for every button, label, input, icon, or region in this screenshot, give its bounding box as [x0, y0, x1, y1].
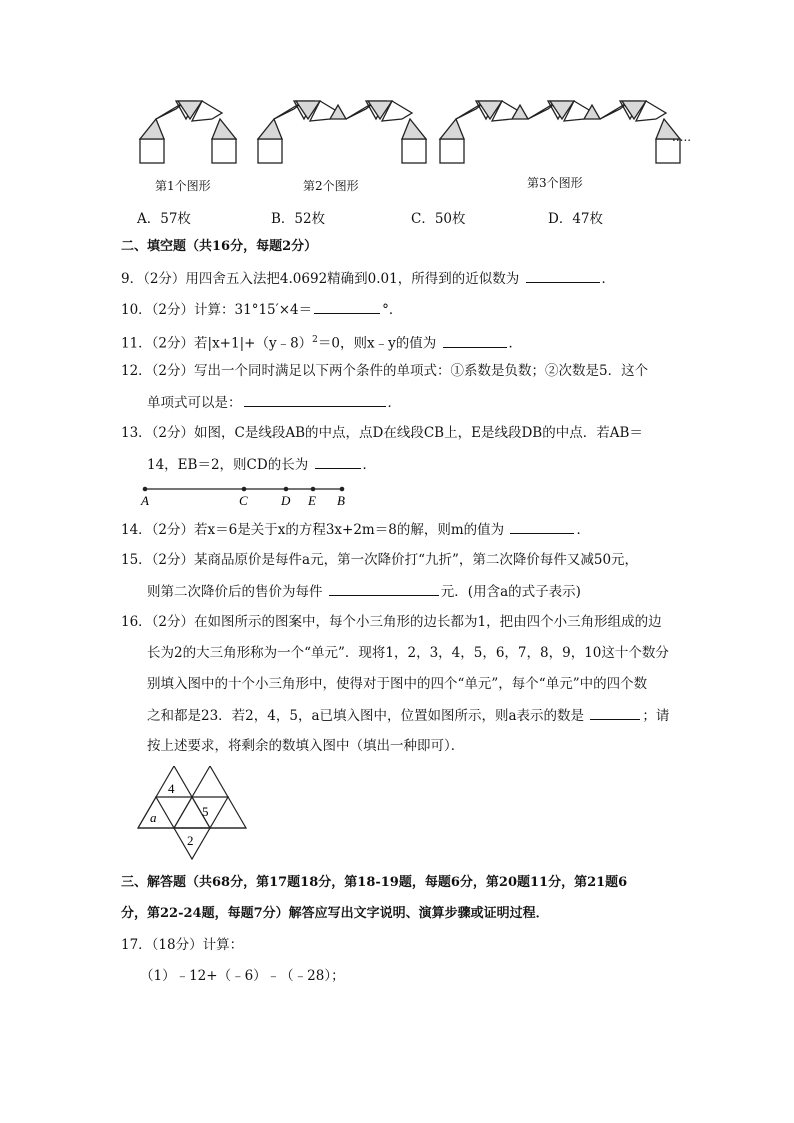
- figure-ellipsis: .....: [672, 130, 692, 144]
- square-shape: [140, 139, 164, 163]
- section-3-heading-line-2: 分，第22-24题，每题7分）解答应写出文字说明、演算步骤或证明过程．: [121, 906, 549, 921]
- section-3-heading-line-1: 三、解答题（共68分，第17题18分，第18-19题，每题6分，第20题11分，第21题6: [121, 875, 628, 890]
- question-13-text: 14，EB＝2，则CD的长为: [147, 457, 309, 473]
- shaded-triangle: [402, 119, 426, 139]
- answer-blank-10: [314, 300, 380, 314]
- shaded-triangle: [584, 105, 600, 119]
- point-label-b: B: [337, 493, 345, 508]
- question-13-end: ．: [362, 457, 376, 473]
- question-17-part-1: （1）﹣12+（﹣6）﹣（﹣28）；: [140, 968, 345, 984]
- question-11: [121, 331, 522, 353]
- triangle-label-4: 4: [168, 781, 175, 796]
- question-16-line-1: 16．（2分）在如图所示的图案中，每个小三角形的边长都为1，把由四个小三角形组成的边: [121, 614, 662, 630]
- question-11-end: ．: [508, 335, 523, 352]
- shaded-triangle: [212, 119, 236, 139]
- square-shape: [212, 139, 236, 163]
- answer-blank-15: [329, 582, 439, 596]
- option-b: B．52枚: [271, 211, 326, 227]
- point-label-a: A: [141, 493, 149, 508]
- question-16-text-b: ；请: [642, 708, 670, 724]
- question-10-end: °．: [382, 302, 403, 318]
- question-16-line-2: 长为2的大三角形称为一个“单元”．现将1，2，3，4，5，6，7，8，9，10这十个数分: [147, 645, 669, 661]
- pattern-shapes: [140, 101, 680, 163]
- shaded-triangle: [330, 105, 346, 119]
- answer-blank-13: [315, 455, 361, 469]
- question-13-line-2: [147, 455, 376, 474]
- question-11-text-b: ＝0，则x﹣y的值为: [317, 335, 437, 352]
- question-13-line-1: 13．（2分）如图，C是线段AB的中点，点D在线段CB上，E是线段DB的中点．若AB＝: [121, 425, 643, 441]
- question-14: [121, 520, 590, 539]
- question-12-text: 单项式可以是：: [147, 395, 242, 411]
- question-16-line-4: [147, 706, 669, 725]
- question-9: [121, 269, 615, 288]
- triangle-figure: [136, 766, 248, 862]
- question-12-line-2: [147, 393, 401, 412]
- option-a: A．57枚: [137, 211, 191, 227]
- point-label-e: E: [308, 493, 316, 508]
- answer-blank-12: [244, 393, 386, 407]
- question-11-text-a: 11．（2分）若|x+1|+（y﹣8）: [121, 335, 313, 352]
- answer-blank-16: [590, 706, 640, 720]
- option-c: C．50枚: [411, 211, 466, 227]
- pattern-figures: [130, 95, 710, 170]
- point-label-d: D: [281, 493, 291, 508]
- square-shape: [440, 139, 464, 163]
- answer-blank-11: [443, 334, 507, 348]
- square-shape: [402, 139, 426, 163]
- question-16-line-5: 按上述要求，将剩余的数填入图中（填出一种即可）．: [147, 738, 465, 754]
- question-12-end: ．: [387, 395, 401, 411]
- figure-caption-1: 第1个图形: [155, 179, 211, 193]
- square-shape: [258, 139, 282, 163]
- figure-caption-3: 第3个图形: [527, 176, 583, 190]
- shaded-triangle: [512, 105, 528, 119]
- question-10-text: 10．（2分）计算：31°15′×4＝: [121, 302, 313, 318]
- shaded-triangle: [140, 119, 164, 139]
- question-10: [121, 300, 402, 319]
- question-12-line-1: 12．（2分）写出一个同时满足以下两个条件的单项式：①系数是负数；②次数是5．这个: [121, 363, 649, 379]
- option-d: D．47枚: [548, 211, 604, 227]
- answer-blank-14: [510, 520, 574, 534]
- section-2-heading: 二、填空题（共16分，每题2分）: [121, 239, 318, 254]
- answer-blank-9: [526, 269, 600, 283]
- question-15-line-1: 15．（2分）某商品原价是每件a元，第一次降价打“九折”，第二次降价每件又减50元，: [121, 552, 639, 568]
- question-9-text: 9．（2分）用四舍五入法把4.0692精确到0.01，所得到的近似数为: [121, 271, 520, 287]
- point-label-c: C: [239, 493, 248, 508]
- question-11-exponent: 2: [312, 335, 318, 345]
- shaded-triangle: [258, 119, 282, 139]
- question-16-text-a: 之和都是23．若2，4，5，a已填入图中，位置如图所示，则a表示的数是: [147, 708, 585, 724]
- question-14-text: 14．（2分）若x＝6是关于x的方程3x+2m＝8的解，则m的值为: [121, 522, 505, 538]
- question-16-line-3: 别填入图中的十个小三角形中，使得对于图中的四个“单元”，每个“单元”中的四个数: [147, 676, 648, 692]
- question-15-text-a: 则第二次降价后的售价为每件: [147, 584, 323, 600]
- figure-caption-2: 第2个图形: [303, 179, 359, 193]
- question-14-end: ．: [576, 522, 590, 538]
- triangle-label-2: 2: [187, 833, 194, 848]
- question-15-line-2: [147, 582, 581, 601]
- question-9-end: ．: [601, 271, 616, 287]
- question-17-title: 17．（18分）计算：: [121, 937, 244, 953]
- segment-figure: [138, 480, 358, 510]
- question-15-text-b: 元．(用含a的式子表示): [440, 584, 581, 600]
- shaded-triangle: [440, 119, 464, 139]
- triangle-label-5: 5: [202, 804, 209, 819]
- triangle-label-a: a: [150, 810, 157, 825]
